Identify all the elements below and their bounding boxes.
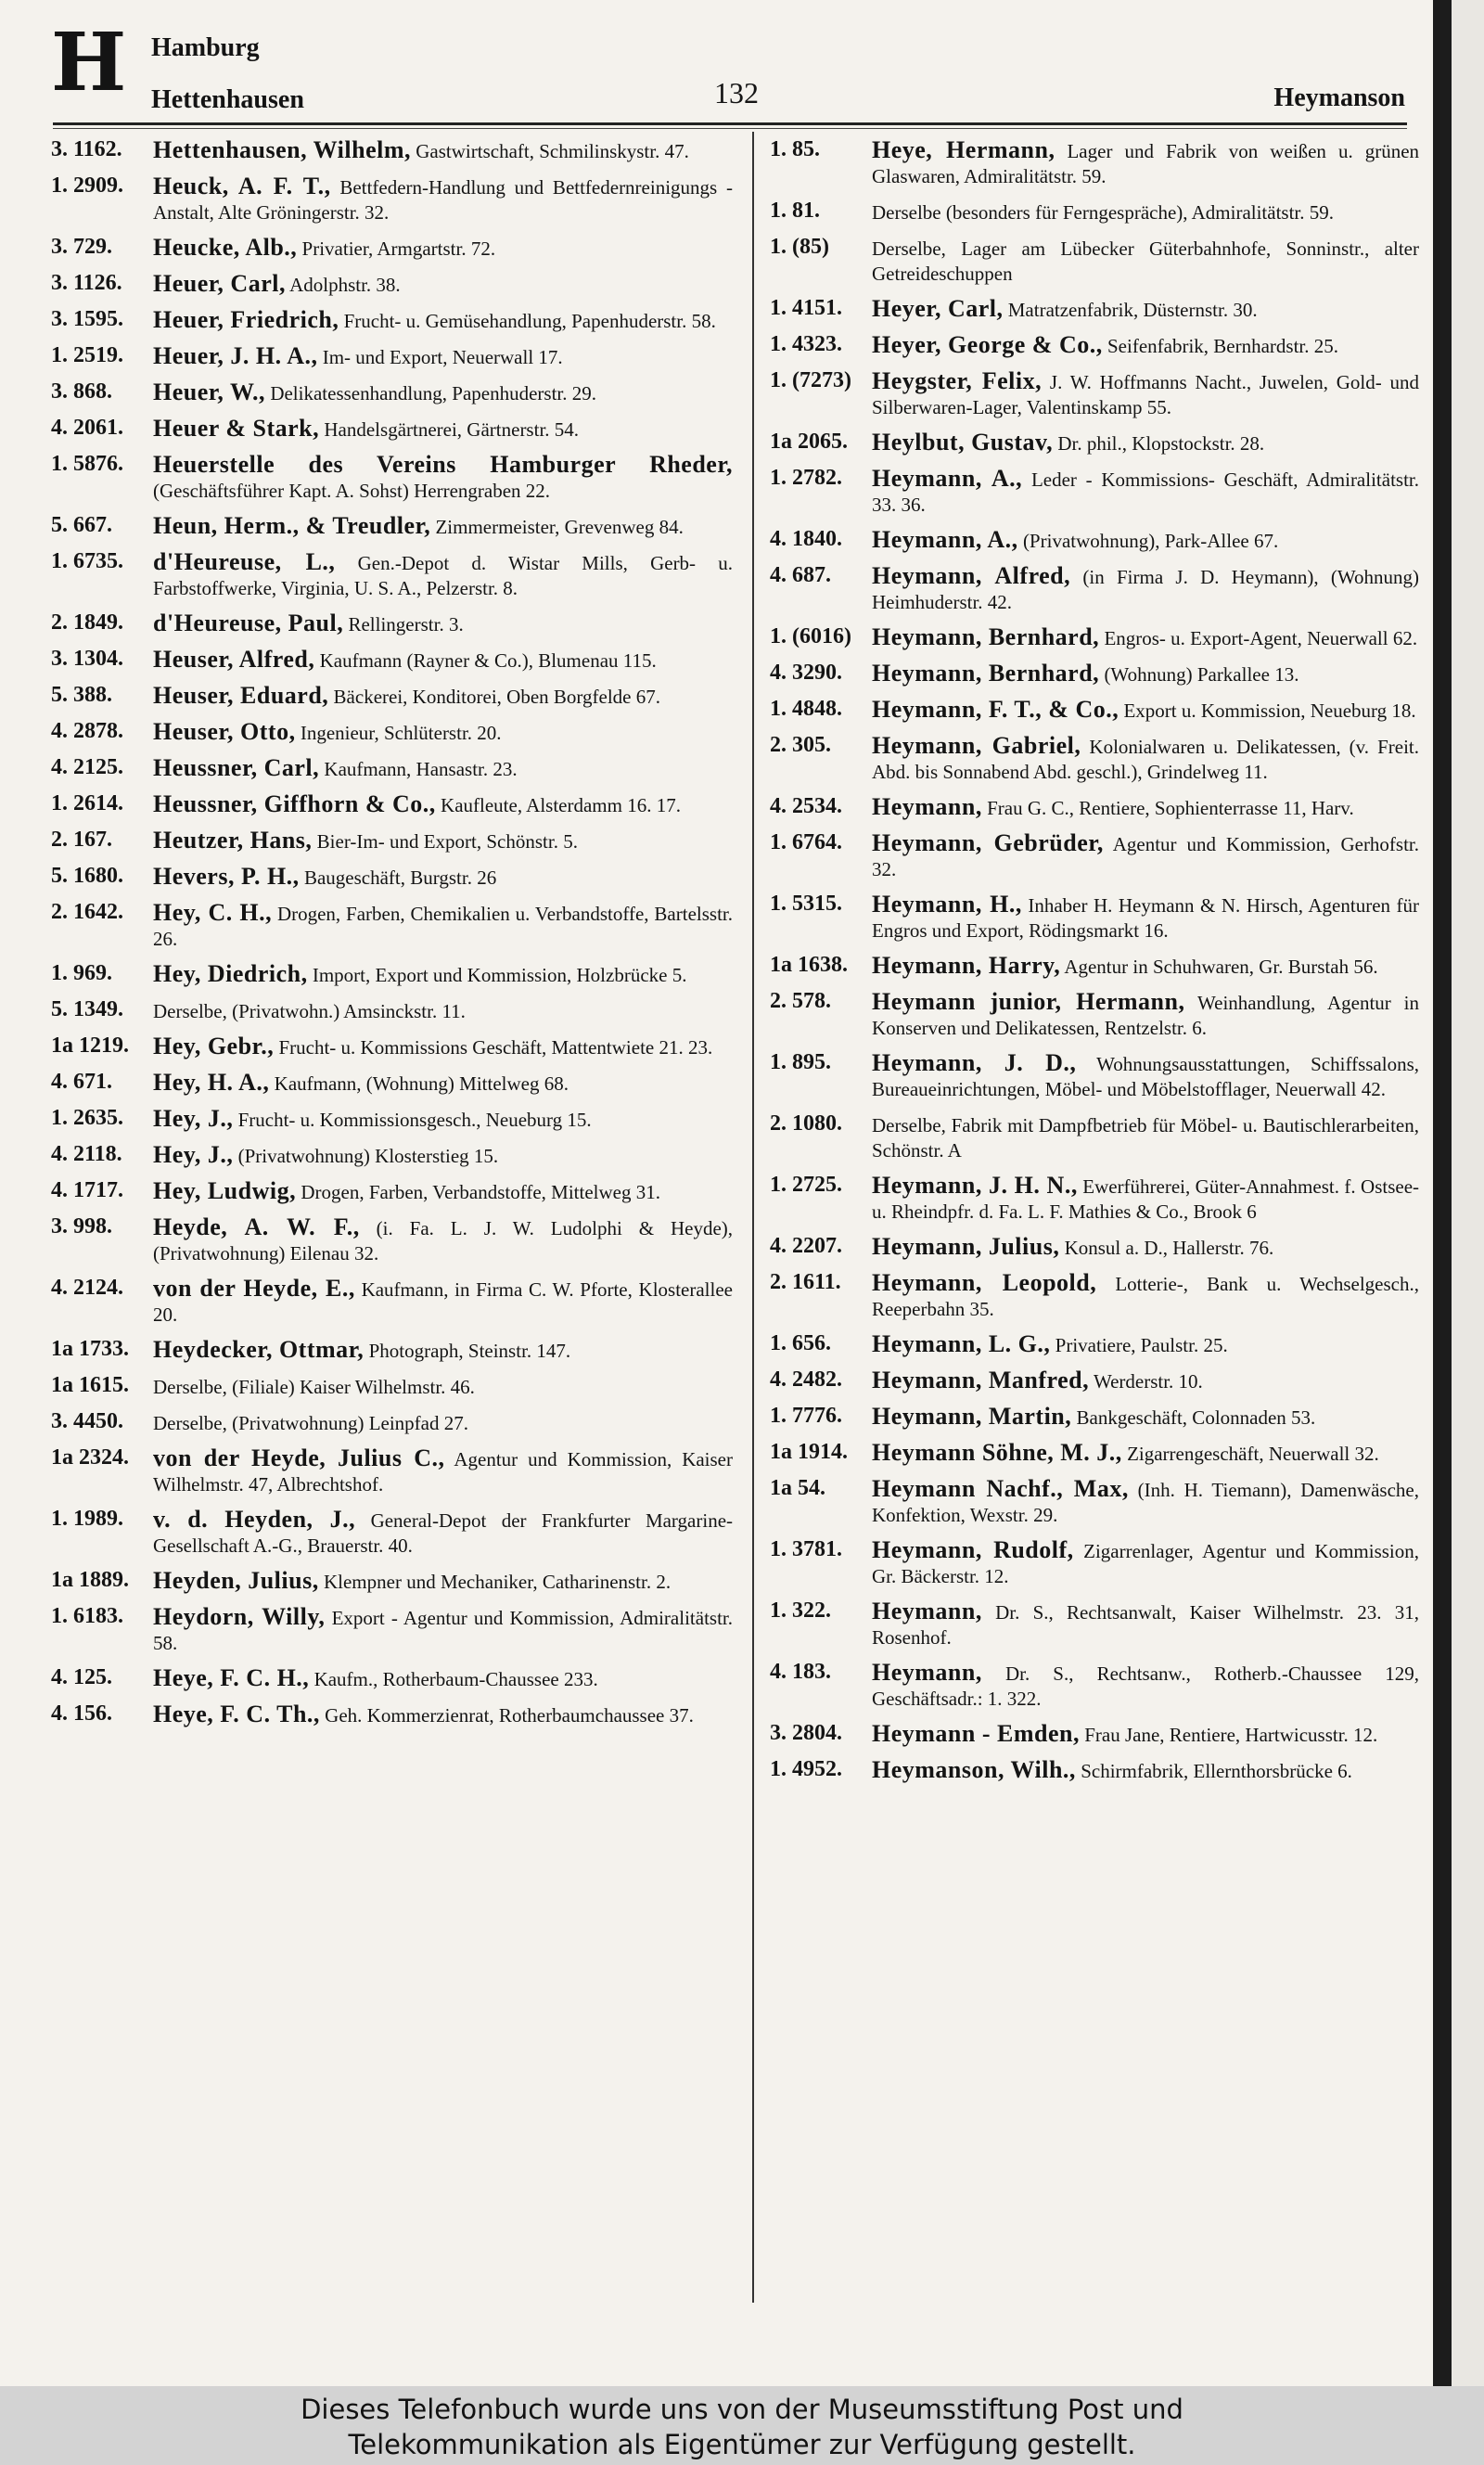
subscriber-details: Agentur und Kommission, Gerhofstr. 32.: [872, 833, 1420, 880]
directory-entry: [51, 1142, 733, 1169]
directory-entry: [51, 683, 733, 710]
subscriber-name: Heymann, Rudolf,: [872, 1536, 1074, 1563]
page-margin: [1452, 0, 1484, 2386]
phone-number: 1. 2635.: [51, 1106, 123, 1130]
phone-number: 3. 868.: [51, 379, 112, 404]
subscriber-name: Heuer & Stark,: [153, 415, 320, 442]
directory-entry: [51, 1409, 733, 1436]
directory-entry: [51, 755, 733, 782]
phone-number: 4. 2207.: [770, 1234, 842, 1258]
directory-entry: [770, 1440, 1419, 1467]
header-last-name: Heymanson: [1273, 83, 1405, 112]
subscriber-details: Werderstr. 10.: [1093, 1370, 1203, 1393]
subscriber-name: Heymann, J. D.,: [872, 1049, 1077, 1076]
subscriber-details: Bettfedern-Handlung und Bettfedernreinigungs - Anstalt, Alte Gröningerstr. 32.: [153, 176, 733, 224]
phone-number: 1. 1989.: [51, 1507, 123, 1531]
subscriber-details: Adolphstr. 38.: [289, 274, 401, 296]
subscriber-name: Hey, Diedrich,: [153, 960, 308, 987]
subscriber-name: Heymann, Bernhard,: [872, 623, 1100, 650]
page-edge-shadow: [1433, 0, 1452, 2386]
phone-number: 1. 6183.: [51, 1604, 123, 1628]
subscriber-details: Derselbe, Lager am Lübecker Güterbahnhofe, Sonninstr., alter Getreideschuppen: [872, 238, 1419, 285]
directory-entry: [770, 1598, 1419, 1650]
subscriber-details: Konsul a. D., Hallerstr. 76.: [1064, 1237, 1274, 1259]
directory-entry: [51, 1665, 733, 1692]
phone-number: 3. 1595.: [51, 307, 123, 331]
subscriber-details: Frucht- u. Gemüsehandlung, Papenhuderstr. 58.: [343, 310, 716, 332]
subscriber-details: Derselbe, Fabrik mit Dampfbetrieb für Möbel- u. Bautischlerarbeiten, Schönstr. A: [872, 1114, 1419, 1162]
subscriber-name: Heymann, Alfred,: [872, 562, 1071, 589]
directory-entry: [770, 1537, 1419, 1589]
phone-number: 4. 671.: [51, 1070, 112, 1094]
subscriber-name: Heuser, Otto,: [153, 718, 296, 745]
subscriber-details: Im- und Export, Neuerwall 17.: [322, 346, 563, 368]
phone-number: 1. 4952.: [770, 1757, 842, 1781]
subscriber-name: Heuer, Carl,: [153, 270, 286, 297]
subscriber-details: Kaufleute, Alsterdamm 16. 17.: [441, 794, 681, 816]
subscriber-name: Heymann, A.,: [872, 465, 1023, 492]
phone-number: 3. 1304.: [51, 647, 123, 671]
phone-number: 3. 729.: [51, 235, 112, 259]
subscriber-details: Derselbe, (Privatwohn.) Amsinckstr. 11.: [153, 1000, 466, 1022]
subscriber-name: Heyden, Julius,: [153, 1567, 319, 1594]
directory-entry: [770, 1367, 1419, 1394]
phone-number: 1. 6735.: [51, 549, 123, 573]
directory-entry: [51, 719, 733, 746]
subscriber-details: Seifenfabrik, Bernhardstr. 25.: [1107, 335, 1339, 357]
footer-line-2: Telekommunikation als Eigentümer zur Verfügung gestellt.: [348, 2429, 1136, 2460]
directory-entry: [51, 1178, 733, 1205]
subscriber-details: (Geschäftsführer Kapt. A. Sohst) Herrengraben 22.: [153, 480, 551, 502]
phone-number: 2. 305.: [770, 733, 831, 757]
phone-number: 1. 4151.: [770, 296, 842, 320]
phone-number: 1. 4323.: [770, 332, 842, 356]
directory-entry: [51, 137, 733, 164]
subscriber-details: (in Firma J. D. Heymann), (Wohnung) Heimhuderstr. 42.: [872, 566, 1420, 613]
phone-number: 5. 1349.: [51, 997, 123, 1021]
subscriber-name: von der Heyde, E.,: [153, 1275, 355, 1302]
directory-entry: [51, 1373, 733, 1400]
subscriber-name: Heymann, F. T., & Co.,: [872, 696, 1119, 723]
phone-number: 4. 156.: [51, 1701, 112, 1726]
subscriber-name: Heymann, Gebrüder,: [872, 829, 1104, 856]
subscriber-details: Baugeschäft, Burgstr. 26: [303, 867, 497, 889]
subscriber-name: Heussner, Carl,: [153, 754, 320, 781]
directory-entry: [51, 1568, 733, 1595]
directory-entry: [51, 1337, 733, 1364]
phone-number: 4. 2124.: [51, 1276, 123, 1300]
subscriber-details: Dr. phil., Klopstockstr. 28.: [1057, 432, 1265, 455]
subscriber-details: Derselbe, (Filiale) Kaiser Wilhelmstr. 46.: [153, 1376, 475, 1398]
column-divider: [752, 132, 754, 2303]
subscriber-details: Klempner und Mechaniker, Catharinenstr. 2.: [323, 1571, 672, 1593]
subscriber-name: Heuser, Eduard,: [153, 682, 329, 709]
subscriber-name: Hey, J.,: [153, 1105, 234, 1132]
subscriber-details: (Privatwohnung), Park-Allee 67.: [1022, 530, 1279, 552]
subscriber-name: Heuck, A. F. T.,: [153, 173, 331, 199]
subscriber-name: Heymann,: [872, 793, 982, 820]
subscriber-details: Bankgeschäft, Colonnaden 53.: [1076, 1406, 1316, 1429]
directory-entry: [51, 416, 733, 443]
phone-number: 1. 322.: [770, 1598, 831, 1623]
phone-number: 4. 125.: [51, 1665, 112, 1689]
subscriber-details: Kaufm., Rotherbaum-Chaussee 233.: [313, 1668, 598, 1690]
subscriber-details: Privatiere, Paulstr. 25.: [1055, 1334, 1228, 1356]
phone-number: 2. 1849.: [51, 610, 123, 635]
phone-number: 4. 687.: [770, 563, 831, 587]
subscriber-name: Heymann Nachf., Max,: [872, 1475, 1129, 1502]
directory-entry: [51, 1604, 733, 1656]
phone-number: 1. 85.: [770, 137, 820, 161]
phone-number: 3. 998.: [51, 1214, 112, 1239]
subscriber-details: Ingenieur, Schlüterstr. 20.: [300, 722, 502, 744]
directory-entry: [51, 307, 733, 334]
subscriber-details: Agentur und Kommission, Kaiser Wilhelmstr. 47, Albrechtshof.: [153, 1448, 733, 1496]
directory-entry: [51, 1701, 733, 1728]
subscriber-name: Heuer, Friedrich,: [153, 306, 339, 333]
directory-entry: [770, 332, 1419, 359]
subscriber-details: Kaufmann (Rayner & Co.), Blumenau 115.: [319, 649, 657, 672]
page-number: 132: [714, 76, 759, 109]
directory-entry: [51, 828, 733, 854]
subscriber-name: d'Heureuse, L.,: [153, 548, 336, 575]
directory-entry: [51, 271, 733, 298]
subscriber-name: d'Heureuse, Paul,: [153, 610, 344, 636]
subscriber-details: Dr. S., Rechtsanwalt, Kaiser Wilhelmstr. 23. 31, Rosenhof.: [872, 1601, 1420, 1649]
phone-number: 2. 1611.: [770, 1270, 841, 1294]
header-rule: [53, 122, 1407, 125]
subscriber-details: (Wohnung) Parkallee 13.: [1104, 663, 1299, 686]
subscriber-details: General-Depot der Frankfurter Margarine-Gesellschaft A.-G., Brauerstr. 40.: [153, 1509, 734, 1557]
subscriber-name: Heuer, J. H. A.,: [153, 342, 318, 369]
subscriber-name: Hey, Gebr.,: [153, 1033, 275, 1059]
subscriber-name: Heymann, L. G.,: [872, 1330, 1051, 1357]
directory-entry: [770, 624, 1419, 651]
subscriber-name: Heygster, Felix,: [872, 367, 1043, 394]
directory-entry: [51, 452, 733, 504]
directory-entry: [51, 343, 733, 370]
directory-entry: [770, 794, 1419, 821]
directory-entry: [51, 961, 733, 988]
directory-entry: [51, 1070, 733, 1097]
subscriber-name: Heymann, A.,: [872, 526, 1018, 553]
subscriber-name: Heyer, George & Co.,: [872, 331, 1103, 358]
phone-number: 1. (6016): [770, 624, 851, 648]
subscriber-name: Heymann, Leopold,: [872, 1269, 1097, 1296]
subscriber-details: Bäckerei, Konditorei, Oben Borgfelde 67.: [333, 686, 660, 708]
subscriber-details: Kaufmann, Hansastr. 23.: [324, 758, 518, 780]
phone-number: 1. 969.: [51, 961, 112, 985]
phone-number: 1. 5315.: [770, 892, 842, 916]
phone-number: 1. 5876.: [51, 452, 123, 476]
phone-number: 4. 2482.: [770, 1367, 842, 1392]
phone-number: 1a 54.: [770, 1476, 825, 1500]
phone-number: 4. 1717.: [51, 1178, 123, 1202]
subscriber-details: Frucht- u. Kommissionsgesch., Neueburg 15.: [237, 1109, 592, 1131]
phone-number: 1a 1733.: [51, 1337, 129, 1361]
subscriber-details: Kaufmann, in Firma C. W. Pforte, Klosterallee 20.: [153, 1278, 733, 1326]
subscriber-details: (i. Fa. L. J. W. Ludolphi & Heyde), (Privatwohnung) Eilenau 32.: [153, 1217, 734, 1265]
phone-number: 1a 1219.: [51, 1034, 129, 1058]
subscriber-details: J. W. Hoffmanns Nacht., Juwelen, Gold- und Silberwaren-Lager, Valentinskamp 55.: [872, 371, 1419, 418]
subscriber-name: Heymann, Gabriel,: [872, 732, 1081, 759]
subscriber-name: Hettenhausen, Wilhelm,: [153, 136, 412, 163]
directory-entry: [770, 1050, 1419, 1102]
subscriber-name: Heymann, Julius,: [872, 1233, 1060, 1260]
header-first-name: Hettenhausen: [151, 85, 304, 114]
phone-number: 2. 1080.: [770, 1111, 842, 1136]
subscriber-details: Frau G. C., Rentiere, Sophienterrasse 11, Harv.: [987, 797, 1354, 819]
directory-entry: [51, 549, 733, 601]
phone-number: 1a 2065.: [770, 430, 848, 454]
directory-entry: [770, 989, 1419, 1041]
subscriber-name: Heun, Herm., & Treudler,: [153, 512, 431, 539]
directory-entry: [51, 1214, 733, 1266]
directory-entry: [770, 296, 1419, 323]
subscriber-name: Hey, C. H.,: [153, 899, 273, 926]
subscriber-name: Heuerstelle des Vereins Hamburger Rheder,: [153, 451, 733, 478]
subscriber-details: Lotterie-, Bank u. Wechselgesch., Reeperbahn 35.: [872, 1273, 1419, 1320]
subscriber-details: Wohnungsausstattungen, Schiffssalons, Bureaueinrichtungen, Möbel- und Möbelstofflager, Neuerwall 42.: [872, 1053, 1419, 1100]
subscriber-details: Handelsgärtnerei, Gärtnerstr. 54.: [324, 418, 580, 441]
section-letter: H: [51, 16, 127, 109]
phone-number: 1a 2324.: [51, 1445, 129, 1470]
directory-entry: [51, 379, 733, 406]
subscriber-name: Heyde, A. W. F.,: [153, 1213, 360, 1240]
subscriber-details: Engros- u. Export-Agent, Neuerwall 62.: [1104, 627, 1418, 649]
subscriber-name: Hey, H. A.,: [153, 1069, 270, 1096]
subscriber-name: Hey, Ludwig,: [153, 1177, 297, 1204]
directory-entry: [770, 1404, 1419, 1431]
phone-number: 1. 3781.: [770, 1537, 842, 1561]
subscriber-details: Bier-Im- und Export, Schönstr. 5.: [316, 830, 578, 853]
subscriber-name: Heymann, Martin,: [872, 1403, 1072, 1430]
phone-number: 2. 578.: [770, 989, 831, 1013]
directory-entry: [770, 527, 1419, 554]
directory-entry: [770, 1111, 1419, 1163]
directory-entry: [51, 1507, 733, 1559]
subscriber-name: Heye, F. C. H.,: [153, 1664, 310, 1691]
phone-number: 1. 2909.: [51, 173, 123, 198]
subscriber-details: Agentur in Schuhwaren, Gr. Burstah 56.: [1064, 956, 1378, 978]
subscriber-details: Drogen, Farben, Verbandstoffe, Mittelweg 31.: [301, 1181, 660, 1203]
directory-entry: [51, 900, 733, 952]
phone-number: 3. 2804.: [770, 1721, 842, 1745]
phone-number: 1. 81.: [770, 199, 820, 223]
directory-entry: [770, 199, 1419, 225]
phone-number: 1. 2519.: [51, 343, 123, 367]
phone-number: 2. 167.: [51, 828, 112, 852]
phone-number: 1a 1889.: [51, 1568, 129, 1592]
directory-entry: [51, 997, 733, 1024]
phone-number: 4. 2125.: [51, 755, 123, 779]
directory-entry: [770, 368, 1419, 420]
phone-number: 1a 1638.: [770, 953, 848, 977]
directory-entry: [770, 137, 1419, 189]
subscriber-details: Privatier, Armgartstr. 72.: [301, 238, 496, 260]
directory-entry: [770, 830, 1419, 882]
subscriber-name: Heussner, Giffhorn & Co.,: [153, 790, 436, 817]
subscriber-name: Heymann, Harry,: [872, 952, 1061, 979]
phone-number: 1a 1914.: [770, 1440, 848, 1464]
subscriber-details: Zigarrenlager, Agentur und Kommission, Gr. Bäckerstr. 12.: [872, 1540, 1420, 1587]
subscriber-name: von der Heyde, Julius C.,: [153, 1444, 445, 1471]
directory-entry: [770, 1757, 1419, 1784]
phone-number: 1. (85): [770, 235, 829, 259]
subscriber-name: Heucke, Alb.,: [153, 234, 298, 261]
subscriber-details: Gastwirtschaft, Schmilinskystr. 47.: [416, 140, 689, 162]
subscriber-name: Heydecker, Ottmar,: [153, 1336, 365, 1363]
footer-notice: [0, 2386, 1484, 2465]
directory-entry: [770, 1476, 1419, 1528]
subscriber-details: Schirmfabrik, Ellernthorsbrücke 6.: [1081, 1760, 1352, 1782]
phone-number: 4. 183.: [770, 1660, 831, 1684]
directory-entry: [51, 647, 733, 674]
subscriber-name: Heymann, H.,: [872, 891, 1022, 918]
subscriber-name: Heuer, W.,: [153, 379, 266, 405]
header-rule-thin: [53, 128, 1407, 129]
directory-entry: [770, 733, 1419, 785]
phone-number: 5. 388.: [51, 683, 112, 707]
subscriber-details: (Inh. H. Tiemann), Damenwäsche, Konfektion, Wexstr. 29.: [872, 1479, 1419, 1526]
subscriber-details: Derselbe, (Privatwohnung) Leinpfad 27.: [153, 1412, 468, 1434]
directory-entry: [770, 563, 1419, 615]
subscriber-details: Photograph, Steinstr. 147.: [368, 1340, 571, 1362]
phone-number: 1. 4848.: [770, 697, 842, 721]
phone-number: 1. 2614.: [51, 791, 123, 815]
subscriber-details: Kaufmann, (Wohnung) Mittelweg 68.: [274, 1072, 569, 1095]
subscriber-name: Heymann, Bernhard,: [872, 660, 1100, 687]
directory-entry: [770, 1721, 1419, 1748]
subscriber-details: Inhaber H. Heymann & N. Hirsch, Agenturen für Engros und Export, Rödingsmarkt 16.: [872, 894, 1420, 942]
subscriber-details: Kolonialwaren u. Delikatessen, (v. Freit. Abd. bis Sonnabend Abd. geschl.), Grindelweg 11.: [872, 736, 1419, 783]
subscriber-details: Ewerführerei, Güter-Annahmest. f. Ostsee- u. Rheindpfr. d. Fa. L. F. Mathies & Co., Brook 6: [872, 1175, 1420, 1223]
phone-number: 4. 2878.: [51, 719, 123, 743]
subscriber-details: Frucht- u. Kommissions Geschäft, Mattentwiete 21. 23.: [278, 1036, 713, 1059]
subscriber-name: Heye, F. C. Th.,: [153, 1701, 320, 1727]
subscriber-name: v. d. Heyden, J.,: [153, 1506, 356, 1533]
subscriber-details: Zimmermeister, Grevenweg 84.: [435, 516, 684, 538]
phone-number: 4. 2534.: [770, 794, 842, 818]
directory-entry: [770, 430, 1419, 456]
phone-number: 4. 2061.: [51, 416, 123, 440]
subscriber-details: Geh. Kommerzienrat, Rotherbaumchaussee 37.: [325, 1704, 694, 1727]
subscriber-details: Export u. Kommission, Neueburg 18.: [1123, 700, 1416, 722]
phone-number: 4. 2118.: [51, 1142, 122, 1166]
subscriber-details: Leder - Kommissions- Geschäft, Admiralitätstr. 33. 36.: [872, 469, 1420, 516]
subscriber-details: Export - Agentur und Kommission, Admiralitätstr. 58.: [153, 1607, 733, 1654]
subscriber-details: Dr. S., Rechtsanw., Rotherb.-Chaussee 129, Geschäftsadr.: 1. 322.: [872, 1663, 1420, 1710]
phone-number: 4. 3290.: [770, 661, 842, 685]
subscriber-details: Frau Jane, Rentiere, Hartwicusstr. 12.: [1084, 1724, 1378, 1746]
phone-number: 2. 1642.: [51, 900, 123, 924]
subscriber-details: Import, Export und Kommission, Holzbrücke 5.: [312, 964, 687, 986]
subscriber-name: Hey, J.,: [153, 1141, 234, 1168]
subscriber-name: Heymanson, Wilh.,: [872, 1756, 1076, 1783]
phone-number: 4. 1840.: [770, 527, 842, 551]
header-city: Hamburg: [151, 33, 260, 62]
subscriber-details: Derselbe (besonders für Ferngespräche), Admiralitätstr. 59.: [872, 201, 1335, 224]
directory-entry: [770, 892, 1419, 944]
footer-line-1: Dieses Telefonbuch wurde uns von der Museumsstiftung Post und: [301, 2394, 1183, 2425]
right-column: [770, 137, 1419, 1793]
subscriber-name: Heuser, Alfred,: [153, 646, 315, 673]
subscriber-details: Gen.-Depot d. Wistar Mills, Gerb- u. Farbstoffwerke, Virginia, U. S. A., Pelzerstr. 8.: [153, 552, 733, 599]
directory-entry: [770, 235, 1419, 287]
directory-entry: [770, 1234, 1419, 1261]
subscriber-name: Heymann junior, Hermann,: [872, 988, 1185, 1015]
subscriber-details: Weinhandlung, Agentur in Konserven und Delikatessen, Rentzelstr. 6.: [872, 992, 1419, 1039]
directory-entry: [51, 1445, 733, 1497]
subscriber-name: Heylbut, Gustav,: [872, 429, 1054, 456]
directory-entry: [770, 661, 1419, 687]
phone-number: 1. 895.: [770, 1050, 831, 1074]
subscriber-details: Rellingerstr. 3.: [348, 613, 464, 636]
subscriber-details: Lager und Fabrik von weißen u. grünen Glaswaren, Admiralitätstr. 59.: [872, 140, 1420, 187]
directory-entry: [51, 864, 733, 891]
directory-entry: [51, 1034, 733, 1060]
directory-entry: [770, 466, 1419, 518]
subscriber-name: Heye, Hermann,: [872, 136, 1055, 163]
directory-entry: [51, 235, 733, 262]
directory-entry: [770, 953, 1419, 980]
subscriber-details: Delikatessenhandlung, Papenhuderstr. 29.: [270, 382, 596, 404]
subscriber-name: Heymann,: [872, 1659, 982, 1686]
left-column: [51, 137, 733, 1738]
phone-number: 1. (7273): [770, 368, 851, 392]
phone-number: 3. 1126.: [51, 271, 122, 295]
phone-number: 1. 7776.: [770, 1404, 842, 1428]
subscriber-name: Heymann, J. H. N.,: [872, 1172, 1078, 1199]
phone-number: 5. 1680.: [51, 864, 123, 888]
phone-number: 3. 4450.: [51, 1409, 123, 1433]
subscriber-details: Zigarrengeschäft, Neuerwall 32.: [1127, 1443, 1379, 1465]
directory-entry: [51, 791, 733, 818]
subscriber-name: Heutzer, Hans,: [153, 827, 313, 854]
phone-number: 3. 1162.: [51, 137, 122, 161]
phone-number: 1. 6764.: [770, 830, 842, 854]
phone-number: 1a 1615.: [51, 1373, 129, 1397]
directory-entry: [51, 1276, 733, 1328]
subscriber-details: Matratzenfabrik, Düsternstr. 30.: [1007, 299, 1258, 321]
subscriber-name: Heymann Söhne, M. J.,: [872, 1439, 1122, 1466]
subscriber-details: Drogen, Farben, Chemikalien u. Verbandstoffe, Bartelsstr. 26.: [153, 903, 734, 950]
phone-number: 1. 2782.: [770, 466, 842, 490]
subscriber-name: Heyer, Carl,: [872, 295, 1004, 322]
directory-entry: [770, 697, 1419, 724]
phone-number: 1. 2725.: [770, 1173, 842, 1197]
directory-entry: [51, 513, 733, 540]
directory-entry: [770, 1331, 1419, 1358]
subscriber-name: Heydorn, Willy,: [153, 1603, 326, 1630]
phone-number: 5. 667.: [51, 513, 112, 537]
directory-entry: [51, 1106, 733, 1133]
directory-entry: [770, 1660, 1419, 1712]
subscriber-name: Heymann, Manfred,: [872, 1367, 1090, 1393]
directory-entry: [770, 1173, 1419, 1225]
phone-number: 1. 656.: [770, 1331, 831, 1355]
directory-entry: [51, 610, 733, 637]
subscriber-name: Hevers, P. H.,: [153, 863, 300, 890]
directory-entry: [51, 173, 733, 225]
subscriber-name: Heymann - Emden,: [872, 1720, 1080, 1747]
subscriber-name: Heymann,: [872, 1598, 982, 1624]
subscriber-details: (Privatwohnung) Klosterstieg 15.: [237, 1145, 499, 1167]
directory-entry: [770, 1270, 1419, 1322]
